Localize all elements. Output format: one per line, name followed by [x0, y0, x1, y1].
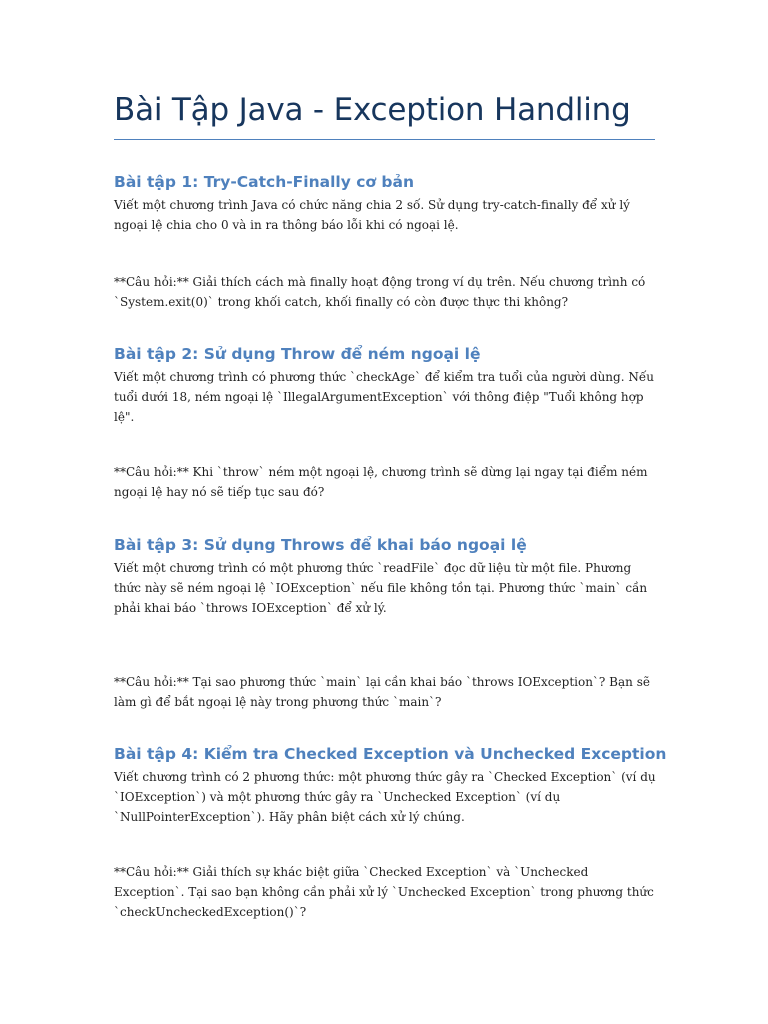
title-divider: [114, 139, 655, 140]
exercise-4: [114, 743, 667, 827]
exercise-2-question: **Câu hỏi:** Khi `throw` ném một ngoại lệ, chương trình sẽ dừng lại ngay tại điểm ném ngoại lệ hay nó sẽ tiếp tục sau đó?: [114, 465, 648, 499]
exercise-4-question: **Câu hỏi:** Giải thích sự khác biệt giữa `Checked Exception` và `Unchecked Exception`. Tại sao bạn không cần phải xử lý `Unchecked Exception` trong phương thức `checkUncheckedException()`?: [114, 865, 654, 919]
exercise-1-heading: Bài tập 1: Try-Catch-Finally cơ bản: [114, 173, 415, 191]
exercise-3-question: **Câu hỏi:** Tại sao phương thức `main` lại cần khai báo `throws IOException`? Bạn sẽ làm gì để bắt ngoại lệ này trong phương thức `main`?: [114, 675, 650, 709]
exercise-1-body: Viết một chương trình Java có chức năng chia 2 số. Sử dụng try-catch-finally để xử lý ngoại lệ chia cho 0 và in ra thông báo lỗi khi có ngoại lệ.: [114, 198, 630, 232]
exercise-2-heading: Bài tập 2: Sử dụng Throw để ném ngoại lệ: [114, 345, 481, 363]
document-title: Bài Tập Java - Exception Handling: [114, 92, 631, 128]
exercise-4-heading: Bài tập 4: Kiểm tra Checked Exception và Unchecked Exception: [114, 745, 667, 763]
exercise-4-body: Viết chương trình có 2 phương thức: một phương thức gây ra `Checked Exception` (ví dụ `IOException`) và một phương thức gây ra `Unchecked Exception` (ví dụ `NullPointerException`). Hãy phân biệt cách xử lý chúng.: [114, 770, 656, 824]
exercise-1: [114, 171, 659, 235]
exercise-2: [114, 343, 659, 427]
exercise-3-heading: Bài tập 3: Sử dụng Throws để khai báo ngoại lệ: [114, 536, 527, 554]
exercise-1-question: **Câu hỏi:** Giải thích cách mà finally hoạt động trong ví dụ trên. Nếu chương trình có `System.exit(0)` trong khối catch, khối finally có còn được thực thi không?: [114, 275, 646, 309]
exercise-3: [114, 534, 659, 618]
exercise-2-body: Viết một chương trình có phương thức `checkAge` để kiểm tra tuổi của người dùng. Nếu tuổi dưới 18, ném ngoại lệ `IllegalArgumentException` với thông điệp "Tuổi không hợp lệ".: [114, 370, 654, 424]
exercise-3-body: Viết một chương trình có một phương thức `readFile` đọc dữ liệu từ một file. Phương thức này sẽ ném ngoại lệ `IOException` nếu file không tồn tại. Phương thức `main` cần phải khai báo `throws IOException` để xử lý.: [114, 561, 648, 615]
